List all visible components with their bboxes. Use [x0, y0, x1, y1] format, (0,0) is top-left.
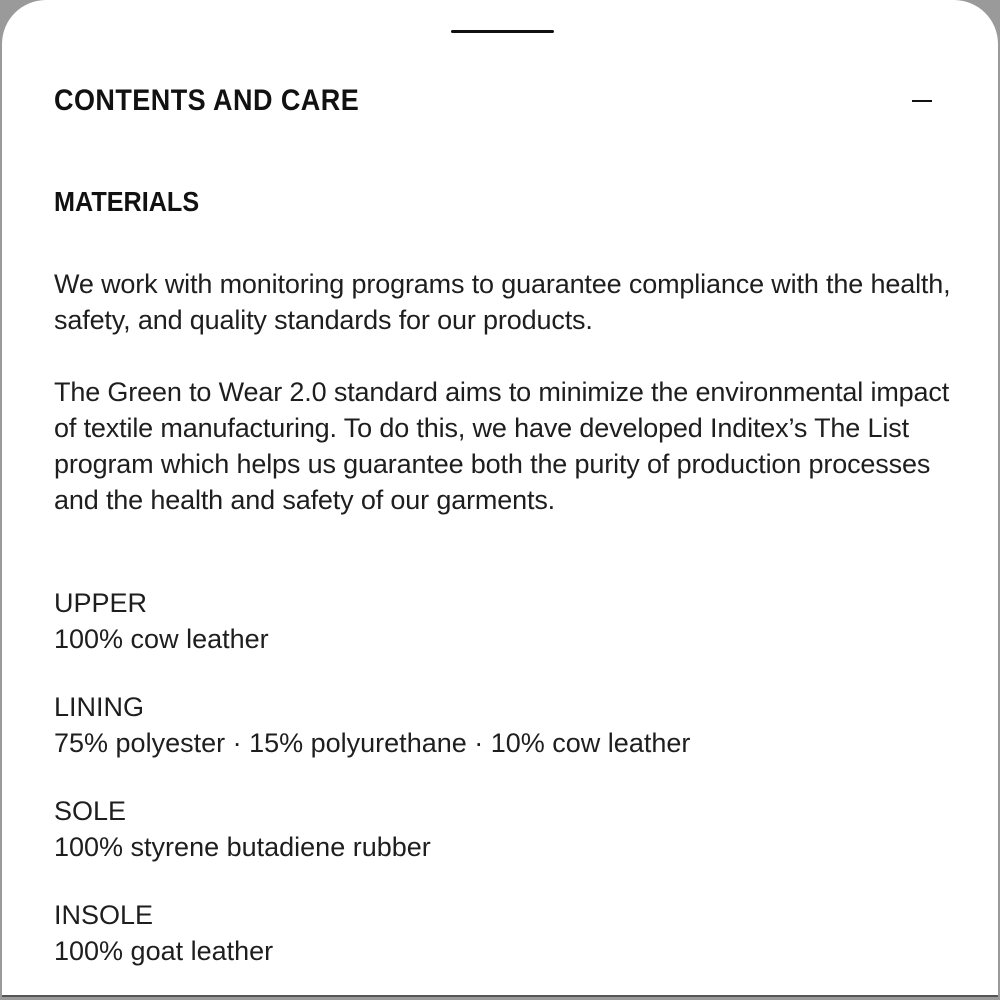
composition-value: 100% styrene butadiene rubber	[54, 832, 431, 862]
composition-value: 100% cow leather	[54, 624, 269, 654]
section-header[interactable]	[54, 80, 938, 124]
composition-value: 75% polyester · 15% polyurethane · 10% cow leather	[54, 728, 691, 758]
composition-item-lining	[54, 689, 934, 761]
composition-label: UPPER	[54, 588, 148, 618]
composition-item-upper	[54, 585, 934, 657]
composition-label: INSOLE	[54, 900, 154, 930]
materials-heading: MATERIALS	[54, 186, 200, 217]
composition-value: 100% goat leather	[54, 936, 274, 966]
composition-label: SOLE	[54, 796, 127, 826]
composition-item-insole	[54, 897, 934, 969]
minus-icon	[912, 100, 932, 102]
composition-label: LINING	[54, 692, 145, 722]
materials-paragraph-monitoring: We work with monitoring programs to guarantee compliance with the health, safety, and quality standards for our products.	[54, 269, 951, 335]
sheet-drag-handle[interactable]	[451, 30, 554, 33]
contents-care-sheet	[2, 0, 998, 997]
composition-item-sole	[54, 793, 934, 865]
collapse-button[interactable]	[902, 80, 938, 124]
section-title: CONTENTS AND CARE	[54, 84, 360, 117]
materials-paragraph-green-to-wear: The Green to Wear 2.0 standard aims to minimize the environmental impact of textile manufacturing. To do this, we have developed Inditex’s The List program which helps us guarantee both the purity of production processes and the health and safety of our garments.	[54, 377, 950, 515]
